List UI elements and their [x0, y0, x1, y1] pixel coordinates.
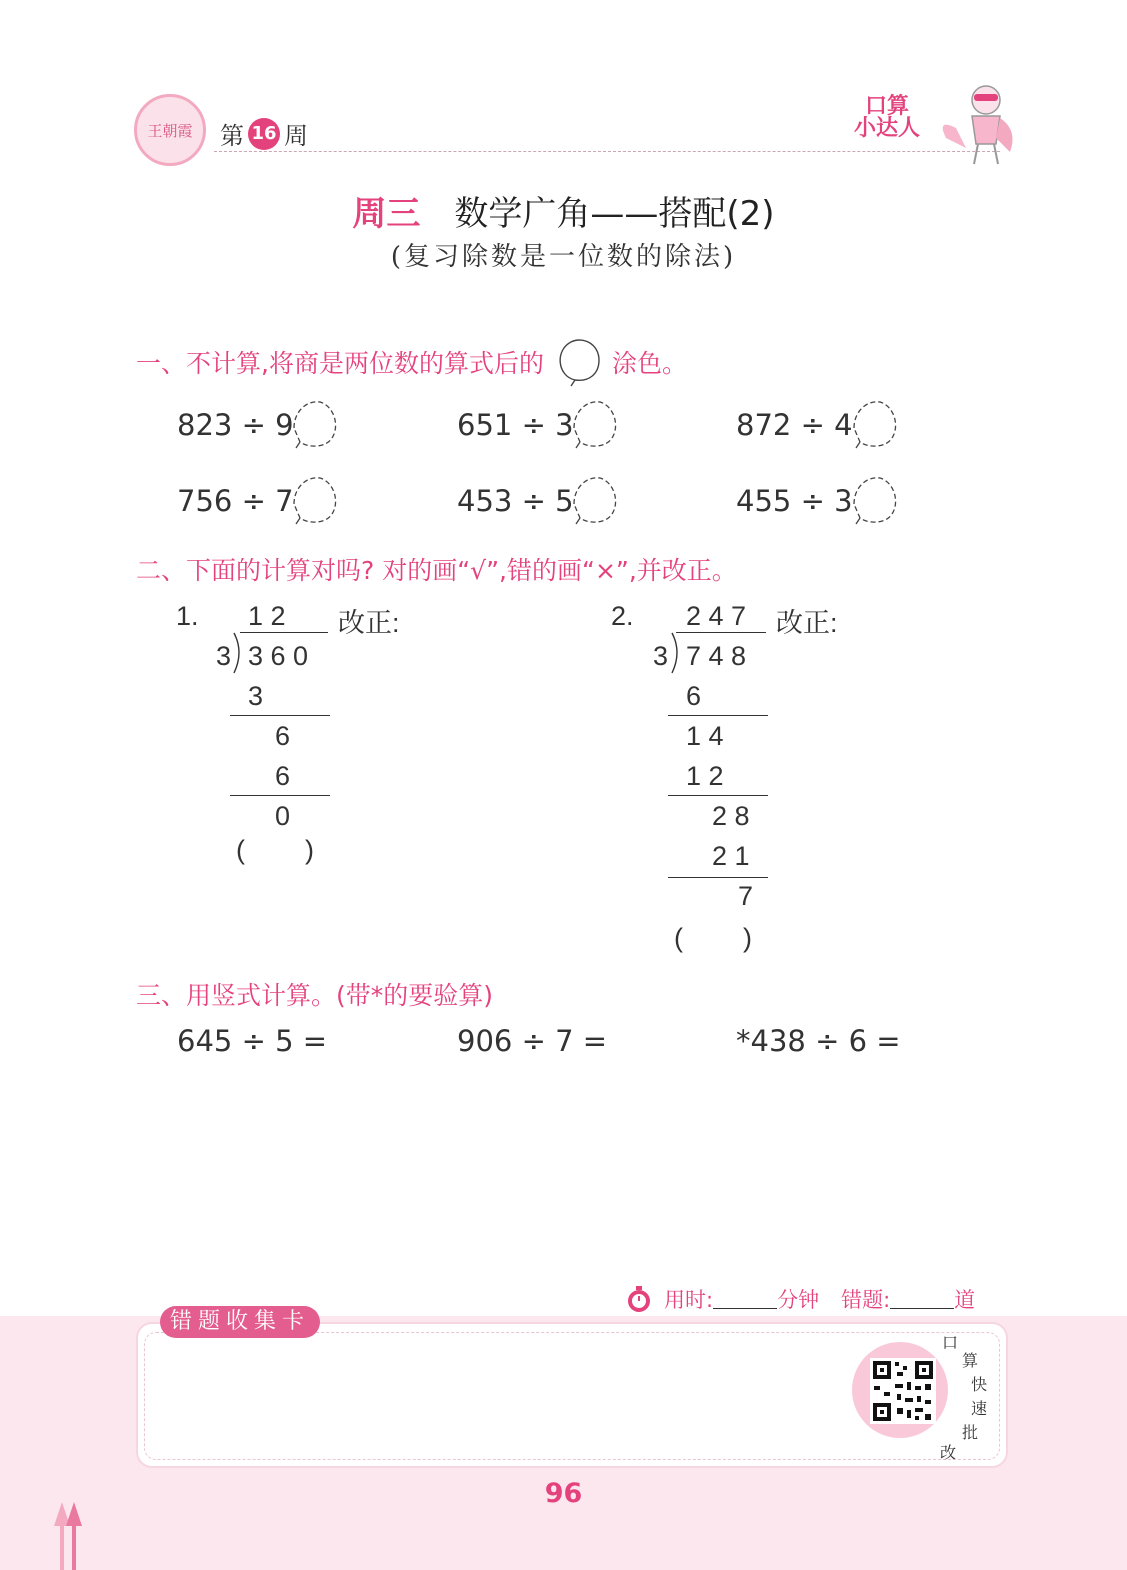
- week-indicator: [220, 116, 308, 151]
- quotient-underline: [240, 632, 328, 633]
- arrow-decoration-icon: [52, 1498, 88, 1570]
- problem2-divisor: 3: [653, 641, 669, 671]
- qr-code-icon[interactable]: [870, 1358, 936, 1424]
- division-expression: 823 ÷ 9: [177, 408, 294, 442]
- division-expression: 651 ÷ 3: [457, 408, 574, 442]
- work-step: 7: [738, 881, 754, 911]
- work-step: 0: [275, 801, 291, 831]
- problem1-divisor: 3: [216, 641, 232, 671]
- publisher-logo: [134, 94, 206, 166]
- section1-heading-suffix: 涂色。: [611, 349, 687, 378]
- page-number: 96: [544, 1478, 583, 1509]
- leaf-icon[interactable]: [288, 474, 338, 526]
- problem2-correction-label: 改正:: [776, 608, 838, 638]
- work-step: 1 2: [686, 761, 724, 791]
- leaf-icon[interactable]: [848, 398, 898, 450]
- problem2-dividend: 7 4 8: [686, 641, 747, 671]
- lesson-subtitle: (复习除数是一位数的除法): [390, 242, 737, 272]
- week-suffix: 周: [284, 122, 308, 150]
- leaf-icon[interactable]: [568, 398, 618, 450]
- leaf-icon[interactable]: [288, 398, 338, 450]
- division-expression: 455 ÷ 3: [736, 484, 853, 518]
- work-step: 1 4: [686, 721, 724, 751]
- work-step: 2 1: [712, 841, 750, 871]
- qr-caption-char: 速: [971, 1399, 988, 1418]
- lesson-topic: 数学广角——搭配(2): [454, 194, 775, 234]
- time-blank[interactable]: [713, 1290, 777, 1309]
- qr-caption-char: 批: [962, 1423, 979, 1442]
- section1-heading: [136, 336, 687, 388]
- stopwatch-icon: [624, 1284, 654, 1314]
- quotient-underline: [676, 632, 766, 633]
- leaf-icon: [550, 336, 606, 388]
- week-prefix: 第: [220, 122, 244, 150]
- vertical-calc-expression: 645 ÷ 5 =: [177, 1024, 328, 1058]
- problem1-dividend: 3 6 0: [248, 641, 309, 671]
- lesson-day: 周三: [352, 194, 421, 234]
- week-number-badge: 16: [248, 118, 280, 150]
- mascot-icon: [926, 78, 1016, 168]
- section2-heading: 二、下面的计算对吗? 对的画“√”,错的画“×”,并改正。: [136, 556, 737, 585]
- work-step: 6: [275, 721, 291, 751]
- problem1-label: 1.: [176, 601, 199, 631]
- answer-box[interactable]: ( ): [236, 835, 314, 865]
- answer-box[interactable]: ( ): [674, 923, 752, 953]
- mascot-title-line2: 小达人: [853, 116, 920, 141]
- section3-heading: 三、用竖式计算。(带*的要验算): [136, 981, 494, 1010]
- error-unit: 道: [954, 1288, 976, 1312]
- vertical-calc-expression: 906 ÷ 7 =: [457, 1024, 608, 1058]
- step-line: [230, 795, 330, 796]
- work-step: 3: [248, 681, 264, 711]
- logo-text: 王朝霞: [147, 121, 193, 140]
- mascot-title: [852, 96, 922, 140]
- error-label: 错题:: [841, 1288, 891, 1312]
- section1-heading-text: 一、不计算,将商是两位数的算式后的: [136, 349, 544, 378]
- problem2-quotient: 2 4 7: [686, 601, 747, 631]
- problem1-quotient: 1 2: [248, 601, 286, 631]
- problem2-label: 2.: [611, 601, 634, 631]
- step-line: [668, 795, 768, 796]
- division-expression: 453 ÷ 5: [457, 484, 574, 518]
- division-expression: 872 ÷ 4: [736, 408, 853, 442]
- problem1-correction-label: 改正:: [338, 608, 400, 638]
- header-divider: [214, 151, 1000, 152]
- division-bracket: [232, 632, 246, 674]
- mascot-title-line1: 口算: [864, 94, 909, 119]
- time-label: 用时:: [664, 1288, 714, 1312]
- leaf-icon[interactable]: [568, 474, 618, 526]
- error-card-title: 错题收集卡: [160, 1306, 320, 1338]
- step-line: [668, 715, 768, 716]
- qr-caption-char: 算: [962, 1351, 979, 1370]
- work-step: 6: [686, 681, 702, 711]
- work-step: 6: [275, 761, 291, 791]
- step-line: [230, 715, 330, 716]
- leaf-icon[interactable]: [848, 474, 898, 526]
- qr-caption-char: 快: [971, 1375, 988, 1394]
- time-unit: 分钟: [777, 1288, 820, 1312]
- lesson-title: [0, 186, 1127, 235]
- error-blank[interactable]: [890, 1290, 954, 1309]
- step-line: [668, 877, 768, 878]
- time-record: [624, 1284, 975, 1314]
- division-expression: 756 ÷ 7: [177, 484, 294, 518]
- division-bracket: [670, 632, 684, 674]
- qr-caption-char: 改: [940, 1443, 957, 1462]
- work-step: 2 8: [712, 801, 750, 831]
- vertical-calc-expression: *438 ÷ 6 =: [736, 1024, 901, 1058]
- qr-caption-char: 口: [942, 1333, 959, 1352]
